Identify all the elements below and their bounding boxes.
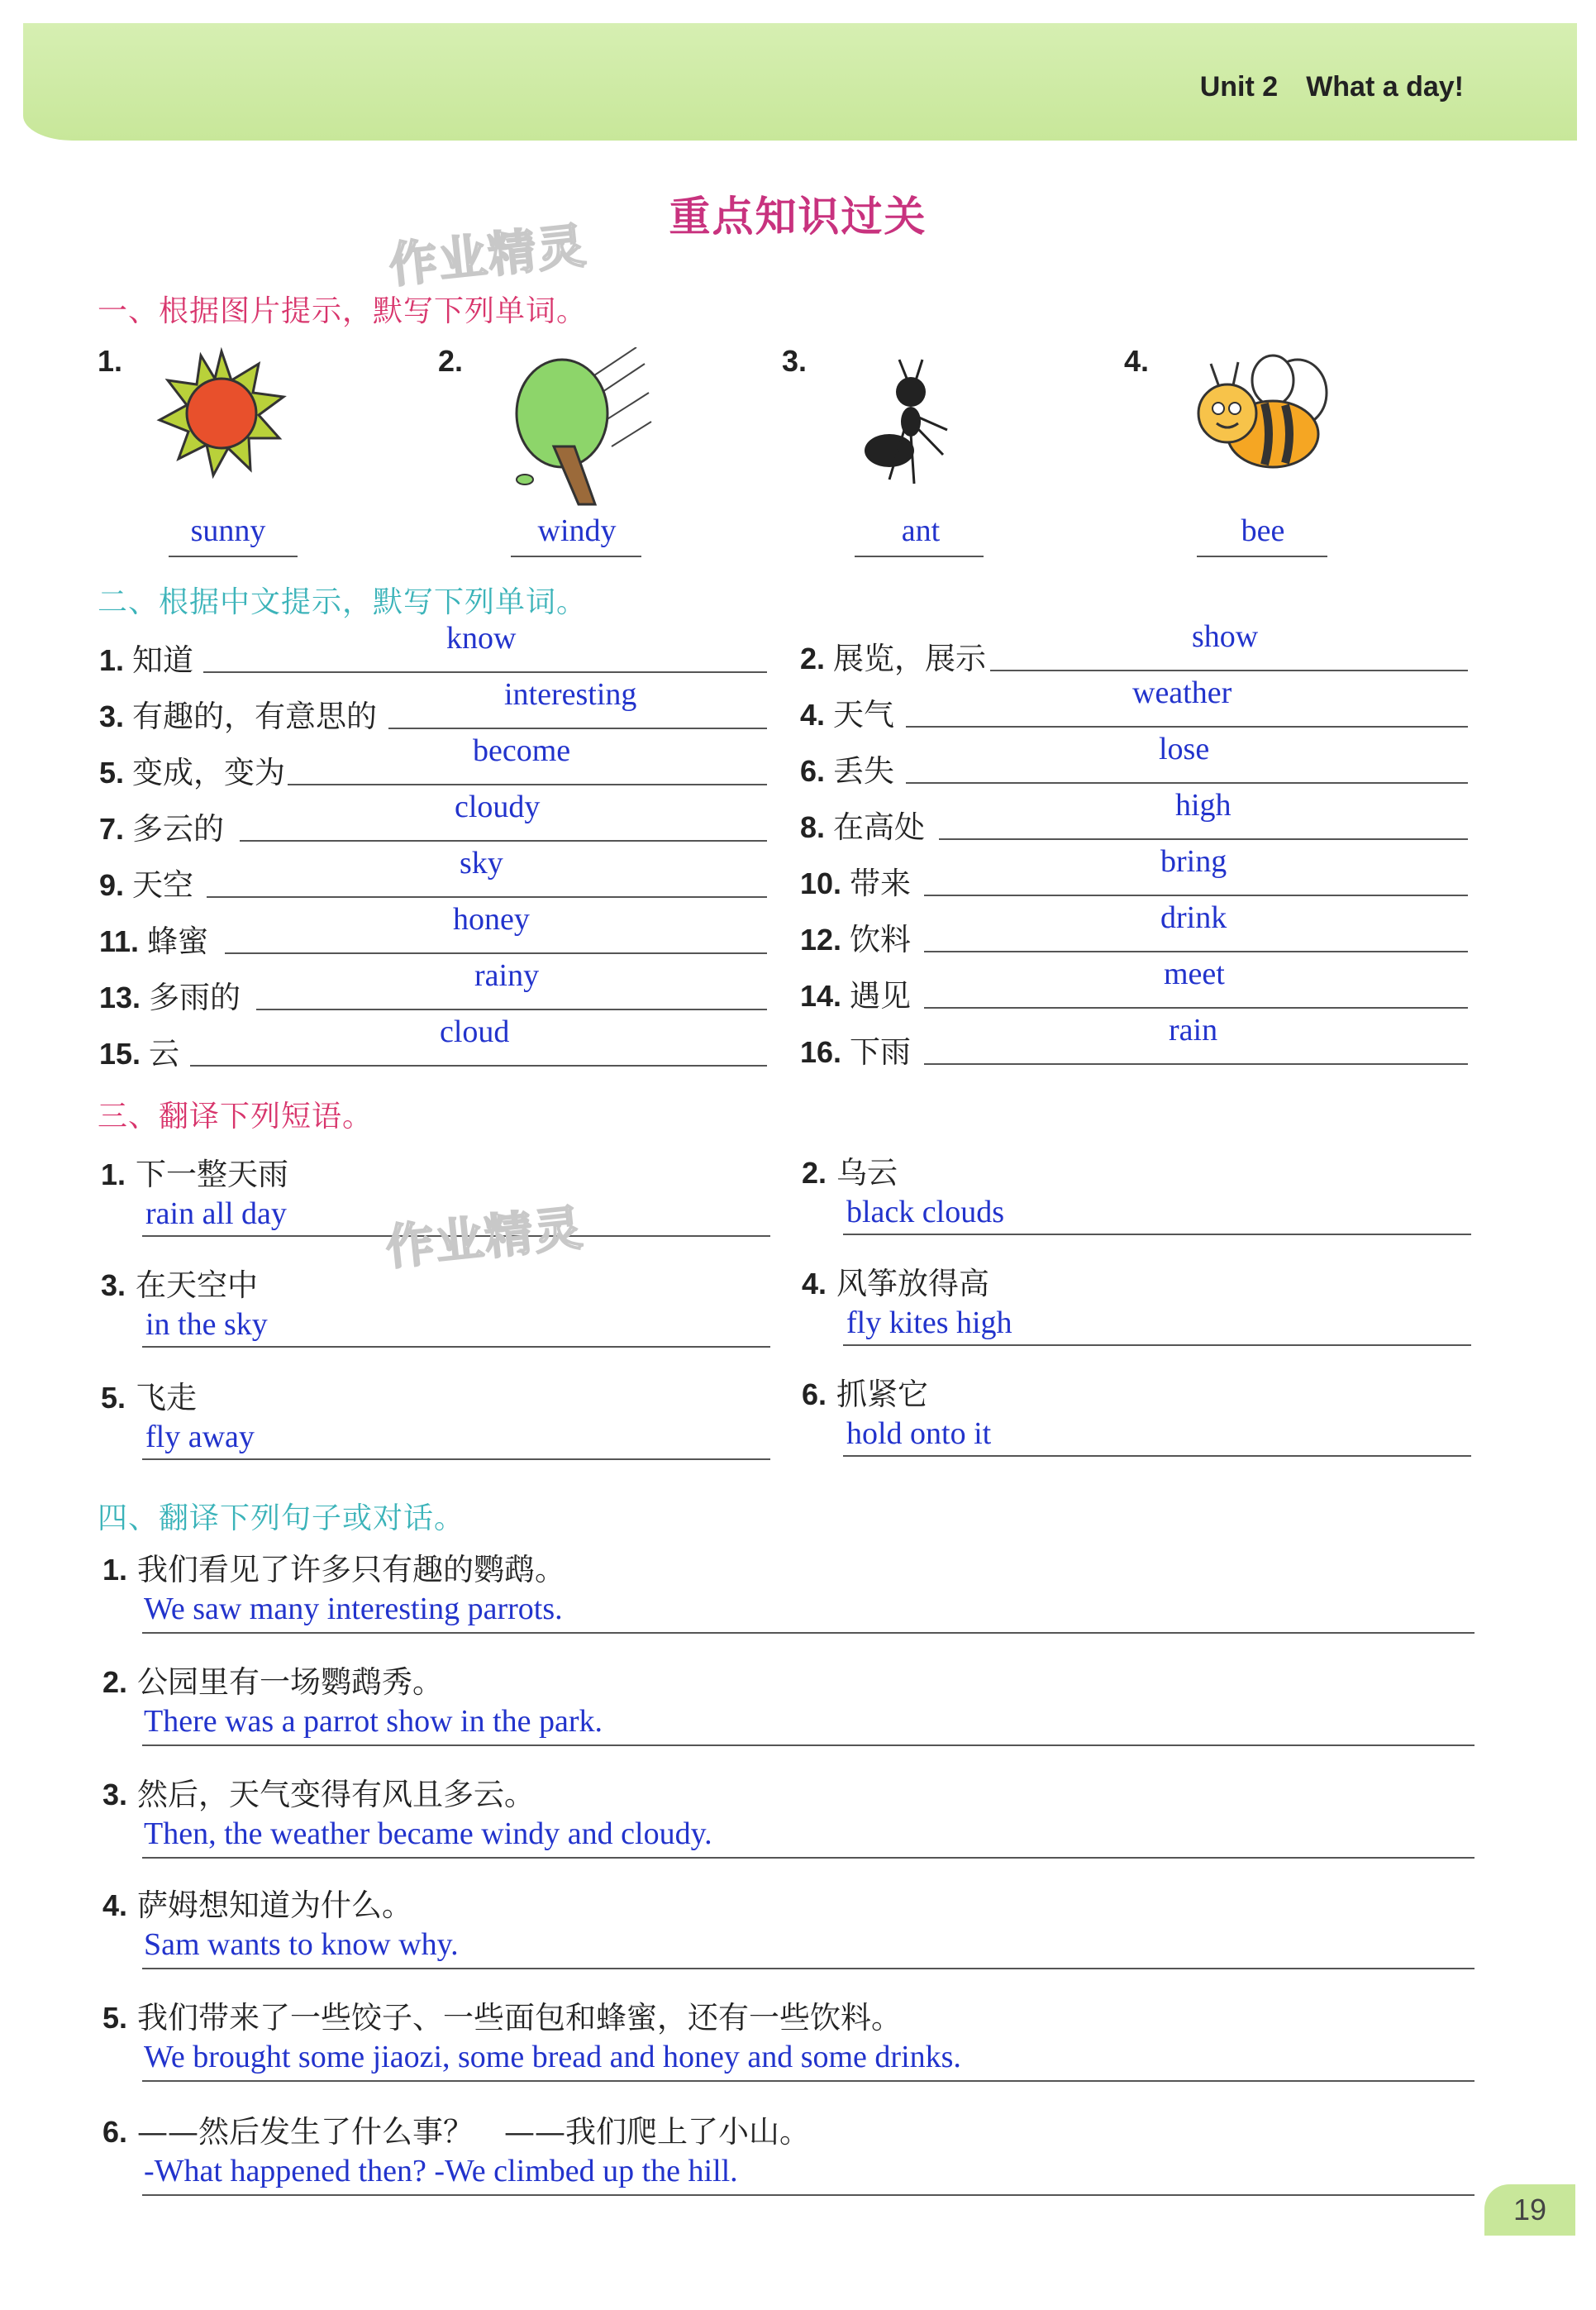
answer-text: meet bbox=[1164, 957, 1225, 991]
answer-line bbox=[142, 1744, 1475, 1746]
item-number: 1. bbox=[99, 643, 125, 677]
answer-text: show bbox=[1192, 619, 1259, 654]
picture-answer-1: sunny bbox=[190, 513, 266, 548]
answer-line bbox=[288, 784, 767, 785]
chinese-prompt: 我们看见了许多只有趣的鹦鹉。 bbox=[137, 1552, 566, 1587]
answer-text: high bbox=[1175, 788, 1232, 823]
answer-text: become bbox=[473, 733, 571, 768]
answer-line bbox=[225, 952, 767, 954]
page-title: 重点知识过关 bbox=[669, 193, 927, 241]
chinese-prompt: 云 bbox=[149, 1036, 180, 1071]
answer-line bbox=[906, 782, 1468, 784]
answer-line bbox=[924, 1007, 1468, 1009]
answer-line bbox=[142, 1346, 770, 1348]
phrase-item-3 bbox=[101, 1260, 268, 1342]
item-number: 3. bbox=[102, 1778, 128, 1811]
chinese-prompt: 多云的 bbox=[132, 811, 225, 847]
vocab-row-14 bbox=[800, 957, 1468, 1014]
section3-title: 三、翻译下列短语。 bbox=[98, 1100, 374, 1134]
answer-text: know bbox=[446, 621, 517, 656]
answer-line bbox=[203, 671, 767, 673]
answer-text: in the sky bbox=[145, 1307, 268, 1342]
answer-text: We brought some jiaozi, some bread and honey and some drinks. bbox=[144, 2040, 961, 2074]
answer-line bbox=[207, 896, 767, 898]
section2-title: 二、根据中文提示，默写下列单词。 bbox=[98, 585, 588, 619]
answer-line bbox=[190, 1065, 767, 1067]
page-number: 19 bbox=[1484, 2184, 1575, 2236]
item-number: 14. bbox=[800, 979, 842, 1013]
answer-line bbox=[142, 2194, 1475, 2196]
bee-icon bbox=[1182, 347, 1347, 488]
vocab-row-15 bbox=[99, 1014, 767, 1071]
answer-text: -What happened then? -We climbed up the hill. bbox=[144, 2154, 738, 2188]
unit-header bbox=[1200, 71, 1464, 103]
vocab-row-16 bbox=[800, 1013, 1468, 1070]
sentence-item-2 bbox=[102, 1657, 1475, 1739]
chinese-prompt: 下一整天雨 bbox=[136, 1157, 289, 1192]
item-number: 12. bbox=[800, 923, 842, 957]
item-number: 5. bbox=[102, 2001, 128, 2035]
answer-text: fly kites high bbox=[846, 1305, 1012, 1340]
vocab-row-10 bbox=[800, 844, 1468, 901]
chinese-prompt: 丢失 bbox=[833, 753, 895, 789]
item-number: 3. bbox=[782, 344, 808, 378]
item-number: 2. bbox=[438, 344, 464, 378]
item-number: 1. bbox=[98, 344, 123, 378]
answer-text: rain all day bbox=[145, 1196, 287, 1231]
item-number: 2. bbox=[102, 1665, 128, 1699]
phrase-item-5 bbox=[101, 1372, 255, 1454]
unit-label: Unit 2 bbox=[1199, 71, 1279, 103]
item-number: 6. bbox=[800, 754, 826, 788]
answer-text: honey bbox=[453, 902, 530, 937]
chinese-prompt: 遇见 bbox=[850, 978, 912, 1014]
answer-text: cloudy bbox=[455, 790, 541, 824]
item-number: 5. bbox=[101, 1381, 126, 1415]
chinese-prompt: 有趣的，有意思的 bbox=[132, 699, 378, 734]
answer-line bbox=[256, 1009, 767, 1010]
answer-text: We saw many interesting parrots. bbox=[144, 1592, 563, 1626]
answer-text: cloud bbox=[440, 1014, 510, 1049]
answer-line bbox=[240, 840, 767, 842]
sentence-item-3 bbox=[102, 1769, 1475, 1851]
picture-answer-2: windy bbox=[537, 513, 617, 548]
answer-line bbox=[169, 556, 298, 557]
answer-text: hold onto it bbox=[846, 1416, 992, 1451]
chinese-prompt: 然后，天气变得有风且多云。 bbox=[137, 1777, 536, 1812]
section1-title: 一、根据图片提示，默写下列单词。 bbox=[98, 294, 588, 328]
answer-line bbox=[511, 556, 641, 557]
chinese-prompt: ——然后发生了什么事？ ——我们爬上了小山。 bbox=[137, 2114, 811, 2150]
sentence-item-1 bbox=[102, 1544, 1475, 1626]
chinese-prompt: 在天空中 bbox=[136, 1267, 259, 1303]
answer-line bbox=[388, 728, 767, 729]
item-number: 2. bbox=[802, 1156, 827, 1190]
item-number: 9. bbox=[99, 868, 125, 902]
sun-icon bbox=[155, 347, 288, 480]
item-number: 15. bbox=[99, 1037, 141, 1071]
chinese-prompt: 下雨 bbox=[850, 1034, 912, 1070]
chinese-prompt: 风筝放得高 bbox=[836, 1266, 990, 1301]
answer-line bbox=[924, 951, 1468, 952]
chinese-prompt: 乌云 bbox=[836, 1155, 898, 1191]
answer-text: sky bbox=[460, 846, 503, 881]
answer-line bbox=[843, 1344, 1471, 1346]
answer-text: weather bbox=[1132, 675, 1232, 710]
answer-line bbox=[142, 1968, 1475, 1969]
item-number: 4. bbox=[1124, 344, 1150, 378]
vocab-row-4 bbox=[800, 675, 1468, 733]
watermark: 作业精灵 bbox=[383, 1199, 587, 1277]
answer-text: bring bbox=[1160, 844, 1227, 879]
chinese-prompt: 萨姆想知道为什么。 bbox=[137, 1888, 413, 1923]
answer-line bbox=[855, 556, 984, 557]
answer-line bbox=[1197, 556, 1327, 557]
answer-text: fly away bbox=[145, 1420, 255, 1454]
chinese-prompt: 蜂蜜 bbox=[147, 924, 209, 959]
item-number: 1. bbox=[102, 1553, 128, 1587]
item-number: 8. bbox=[800, 810, 826, 844]
vocab-row-7 bbox=[99, 790, 767, 847]
answer-text: black clouds bbox=[846, 1195, 1005, 1229]
item-number: 13. bbox=[99, 981, 141, 1014]
chinese-prompt: 多雨的 bbox=[149, 980, 241, 1015]
answer-text: Then, the weather became windy and cloudy. bbox=[144, 1816, 712, 1851]
item-number: 3. bbox=[99, 699, 125, 733]
vocab-row-3 bbox=[99, 677, 767, 734]
picture-answer-3: ant bbox=[901, 513, 941, 548]
vocab-row-12 bbox=[800, 900, 1468, 957]
phrase-item-2 bbox=[802, 1148, 1005, 1229]
item-number: 6. bbox=[102, 2115, 128, 2149]
answer-line bbox=[843, 1455, 1471, 1457]
answer-line bbox=[939, 838, 1468, 840]
chinese-prompt: 抓紧它 bbox=[836, 1377, 929, 1412]
answer-line bbox=[924, 895, 1468, 896]
chinese-prompt: 带来 bbox=[850, 866, 912, 901]
vocab-row-1 bbox=[99, 621, 767, 678]
phrase-item-1 bbox=[101, 1149, 289, 1231]
item-number: 2. bbox=[800, 642, 826, 675]
answer-line bbox=[142, 1857, 1475, 1859]
answer-text: lose bbox=[1159, 732, 1210, 766]
item-number: 7. bbox=[99, 812, 125, 846]
vocab-row-9 bbox=[99, 846, 767, 903]
sentence-item-6 bbox=[102, 2107, 1475, 2188]
item-number: 6. bbox=[802, 1377, 827, 1411]
vocab-row-11 bbox=[99, 902, 767, 959]
chinese-prompt: 天气 bbox=[833, 697, 895, 733]
sentence-item-4 bbox=[102, 1880, 1475, 1962]
chinese-prompt: 飞走 bbox=[136, 1380, 198, 1415]
answer-line bbox=[990, 670, 1468, 671]
vocab-row-8 bbox=[800, 788, 1468, 845]
chinese-prompt: 展览，展示 bbox=[833, 641, 987, 676]
item-number: 11. bbox=[99, 924, 140, 958]
section4-title: 四、翻译下列句子或对话。 bbox=[98, 1501, 465, 1535]
chinese-prompt: 变成，变为 bbox=[132, 755, 286, 790]
item-number: 1. bbox=[101, 1157, 126, 1191]
chinese-prompt: 饮料 bbox=[850, 922, 912, 957]
answer-text: There was a parrot show in the park. bbox=[144, 1704, 603, 1739]
answer-text: Sam wants to know why. bbox=[144, 1927, 459, 1962]
phrase-item-6 bbox=[802, 1369, 992, 1451]
watermark: 作业精灵 bbox=[386, 217, 590, 294]
chinese-prompt: 天空 bbox=[132, 867, 194, 903]
picture-answer-4: bee bbox=[1241, 513, 1285, 548]
item-number: 4. bbox=[102, 1888, 128, 1922]
phrase-item-4 bbox=[802, 1258, 1012, 1340]
answer-line bbox=[924, 1063, 1468, 1065]
item-number: 16. bbox=[800, 1035, 842, 1069]
answer-line bbox=[142, 2080, 1475, 2082]
ant-icon bbox=[856, 356, 972, 496]
chinese-prompt: 公园里有一场鹦鹉秀。 bbox=[137, 1664, 444, 1700]
answer-line bbox=[142, 1458, 770, 1460]
chinese-prompt: 我们带来了一些饺子、一些面包和蜂蜜，还有一些饮料。 bbox=[137, 2000, 903, 2036]
chinese-prompt: 在高处 bbox=[833, 809, 926, 845]
answer-line bbox=[142, 1632, 1475, 1634]
item-number: 10. bbox=[800, 866, 842, 900]
chinese-prompt: 知道 bbox=[132, 642, 194, 678]
answer-line bbox=[843, 1234, 1471, 1235]
vocab-row-6 bbox=[800, 732, 1468, 789]
unit-title: What a day! bbox=[1306, 71, 1464, 103]
answer-line bbox=[906, 726, 1468, 728]
vocab-row-5 bbox=[99, 733, 767, 790]
answer-text: rain bbox=[1169, 1013, 1218, 1048]
answer-text: rainy bbox=[474, 958, 540, 993]
answer-text: drink bbox=[1160, 900, 1227, 935]
item-number: 4. bbox=[802, 1267, 827, 1301]
item-number: 4. bbox=[800, 698, 826, 732]
vocab-row-2 bbox=[800, 619, 1468, 676]
vocab-row-13 bbox=[99, 958, 767, 1015]
item-number: 3. bbox=[101, 1268, 126, 1302]
windy-tree-icon bbox=[504, 347, 653, 513]
sentence-item-5 bbox=[102, 1993, 1475, 2074]
item-number: 5. bbox=[99, 756, 125, 790]
answer-text: interesting bbox=[504, 677, 637, 712]
